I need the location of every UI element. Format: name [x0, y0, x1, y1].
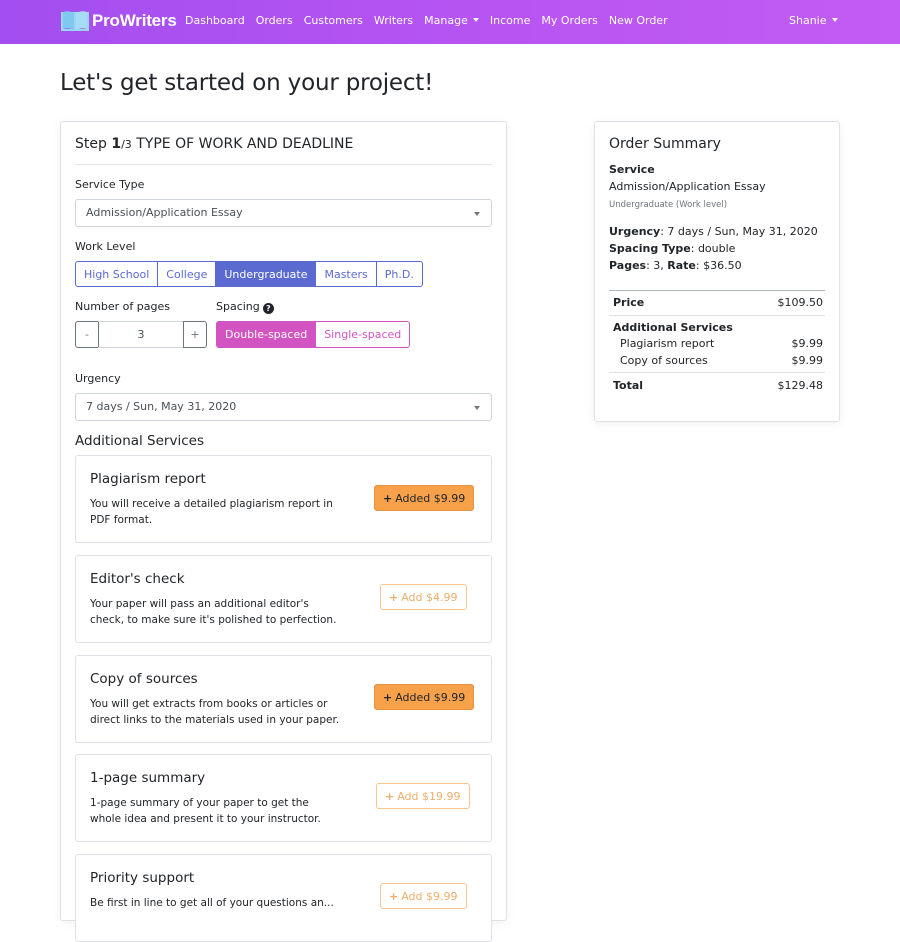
service-card-copy-of-sources	[75, 655, 492, 743]
nav-link-new-order[interactable]: New Order	[608, 14, 668, 27]
plus-icon: +	[385, 790, 395, 803]
summary-pages-rate	[609, 259, 742, 272]
divider	[609, 290, 825, 291]
nav-link-writers[interactable]: Writers	[373, 14, 414, 27]
pages-input[interactable]: 3	[98, 321, 184, 348]
divider	[609, 372, 825, 373]
summary-price-row	[613, 296, 823, 309]
service-button-label: Add $19.99	[397, 790, 461, 803]
service-title: 1-page summary	[90, 770, 206, 786]
summary-service-label: Service	[609, 163, 655, 176]
urgency-value: 7 days / Sun, May 31, 2020	[86, 400, 237, 413]
summary-service-level: Undergraduate (Work level)	[609, 200, 728, 210]
user-menu-dropdown[interactable]	[789, 14, 838, 27]
spacing-double-button[interactable]: Double-spaced	[216, 321, 316, 348]
summary-spacing-value: : double	[690, 242, 736, 255]
service-card-plagiarism	[75, 455, 492, 543]
service-title: Editor's check	[90, 571, 185, 587]
brand-name: ProWriters	[92, 11, 177, 30]
summary-additional-label: Additional Services	[613, 321, 733, 334]
divider	[75, 164, 492, 165]
summary-title: Order Summary	[609, 136, 721, 152]
summary-item-row	[620, 337, 823, 350]
service-type-select[interactable]	[75, 199, 492, 227]
service-card-priority-support	[75, 854, 492, 942]
summary-spacing	[609, 242, 735, 255]
nav-link-manage-label: Manage	[424, 14, 468, 27]
order-summary-card	[594, 121, 840, 422]
book-logo-icon	[60, 9, 90, 33]
summary-pages-value: : 3,	[646, 259, 668, 272]
plus-icon: +	[389, 890, 399, 903]
chevron-down-icon	[474, 406, 480, 410]
service-card-summary	[75, 754, 492, 842]
service-button-label: Added $9.99	[395, 492, 466, 505]
step-total: /3	[121, 138, 132, 151]
summary-urgency-label: Urgency	[609, 225, 661, 238]
order-form-card	[60, 121, 507, 921]
summary-item-name: Copy of sources	[620, 354, 708, 367]
nav-link-manage-dropdown[interactable]	[424, 14, 479, 27]
brand-logo-link[interactable]	[60, 9, 177, 33]
top-navbar	[0, 0, 900, 44]
question-circle-icon[interactable]: ?	[263, 303, 274, 314]
service-description: You will receive a detailed plagiarism report in PDF format.	[90, 498, 333, 526]
nav-link-income[interactable]: Income	[489, 14, 531, 27]
work-level-label: Work Level	[75, 240, 136, 253]
service-button-label: Add $4.99	[401, 591, 458, 604]
nav-link-customers[interactable]: Customers	[303, 14, 363, 27]
service-type-label: Service Type	[75, 178, 145, 191]
editor-check-add-button[interactable]	[380, 584, 467, 610]
summary-urgency-value: : 7 days / Sun, May 31, 2020	[660, 225, 818, 238]
summary-price-label: Price	[613, 296, 645, 309]
urgency-select[interactable]	[75, 393, 492, 421]
plus-icon: +	[389, 591, 399, 604]
pages-decrement-button[interactable]: -	[75, 321, 99, 348]
caret-down-icon	[832, 18, 838, 22]
service-card-editor-check	[75, 555, 492, 643]
summary-price-value: $109.50	[777, 296, 823, 309]
work-level-masters[interactable]: Masters	[315, 261, 376, 287]
priority-support-add-button[interactable]	[380, 883, 467, 909]
service-description: Your paper will pass an additional editor's check, to make sure it's polished to perfection.	[90, 598, 337, 626]
work-level-high-school[interactable]: High School	[75, 261, 158, 287]
divider	[609, 315, 825, 316]
service-title: Plagiarism report	[90, 471, 206, 487]
summary-additional-row	[613, 321, 823, 334]
spacing-label: Spacing	[216, 300, 260, 313]
chevron-down-icon	[474, 212, 480, 216]
service-button-label: Add $9.99	[401, 890, 458, 903]
summary-item-name: Plagiarism report	[620, 337, 715, 350]
summary-item-row	[620, 354, 823, 367]
nav-links	[185, 14, 679, 27]
service-description: Be first in line to get all of your questions an...	[90, 897, 334, 909]
step-title: TYPE OF WORK AND DEADLINE	[136, 136, 354, 152]
caret-down-icon	[473, 18, 479, 22]
additional-services-title: Additional Services	[75, 433, 204, 449]
work-level-undergraduate[interactable]: Undergraduate	[215, 261, 316, 287]
summary-total-label: Total	[613, 379, 644, 392]
user-name: Shanie	[789, 14, 827, 27]
step-heading: Step 1/3 TYPE OF WORK AND DEADLINE	[75, 136, 354, 152]
summary-add-button[interactable]	[376, 783, 470, 809]
nav-link-dashboard[interactable]: Dashboard	[185, 14, 245, 27]
plagiarism-added-button[interactable]	[374, 485, 474, 511]
summary-item-price: $9.99	[791, 354, 823, 367]
pages-stepper	[75, 321, 207, 348]
copy-of-sources-added-button[interactable]	[374, 684, 474, 710]
summary-total-value: $129.48	[777, 379, 823, 392]
service-description: You will get extracts from books or articles or direct links to the materials used in your paper.	[90, 698, 340, 726]
pages-increment-button[interactable]: +	[183, 321, 207, 348]
service-button-label: Added $9.99	[395, 691, 466, 704]
plus-icon: +	[383, 691, 393, 704]
spacing-label-wrap	[216, 300, 274, 314]
service-description: 1-page summary of your paper to get the whole idea and present it to your instructor.	[90, 797, 321, 825]
summary-total-row	[613, 379, 823, 392]
summary-rate-label: Rate	[667, 259, 696, 272]
spacing-group	[216, 321, 410, 348]
plus-icon: +	[383, 492, 393, 505]
nav-link-my-orders[interactable]: My Orders	[541, 14, 598, 27]
summary-service-value: Admission/Application Essay	[609, 180, 766, 193]
work-level-college[interactable]: College	[157, 261, 216, 287]
page-title: Let's get started on your project!	[60, 70, 434, 96]
pages-label: Number of pages	[75, 300, 170, 313]
summary-spacing-label: Spacing Type	[609, 242, 691, 255]
urgency-label: Urgency	[75, 372, 121, 385]
service-title: Copy of sources	[90, 671, 198, 687]
step-number: 1	[111, 136, 122, 152]
summary-pages-label: Pages	[609, 259, 647, 272]
service-type-value: Admission/Application Essay	[86, 206, 243, 219]
summary-rate-value: : $36.50	[695, 259, 742, 272]
work-level-group	[75, 261, 423, 287]
spacing-single-button[interactable]: Single-spaced	[315, 321, 410, 348]
service-title: Priority support	[90, 870, 195, 886]
nav-link-orders[interactable]: Orders	[255, 14, 293, 27]
summary-urgency	[609, 225, 818, 238]
work-level-phd[interactable]: Ph.D.	[376, 261, 423, 287]
summary-item-price: $9.99	[791, 337, 823, 350]
